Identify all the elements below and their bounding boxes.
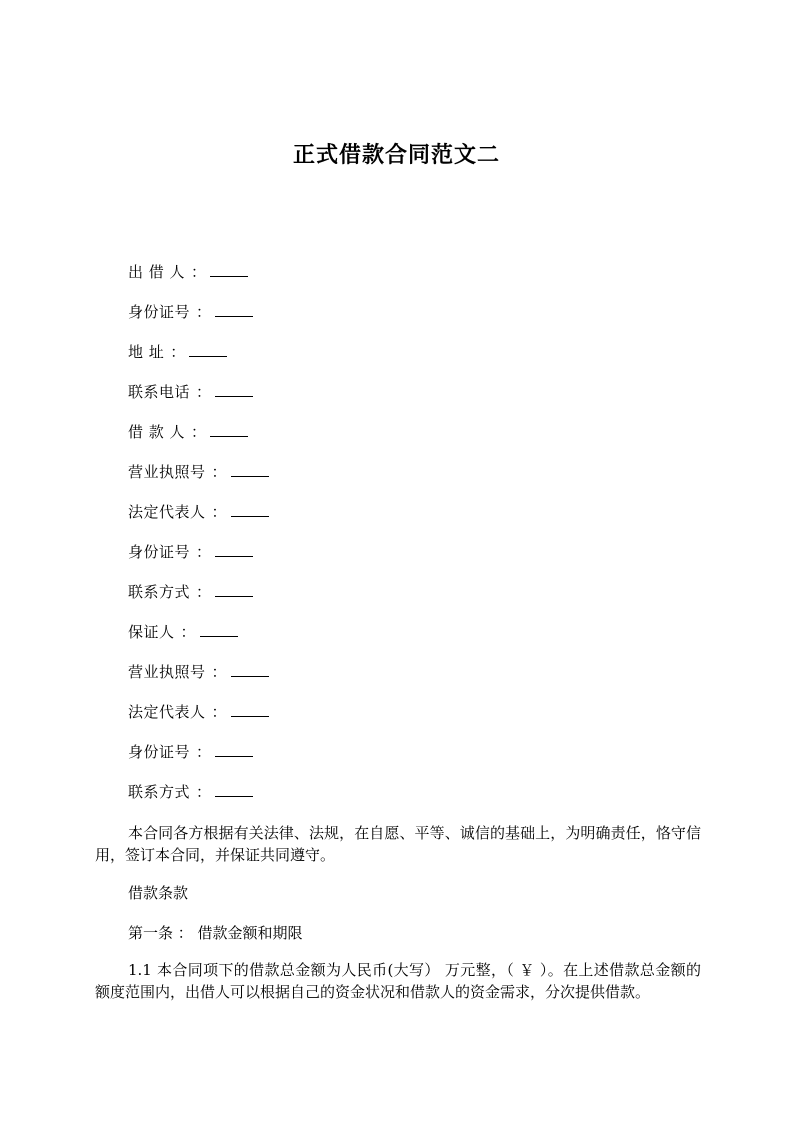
field-colon: ： [196, 303, 212, 321]
field-lender [128, 262, 269, 302]
field-colon: ： [191, 263, 207, 281]
field-borrower [128, 422, 269, 462]
field-colon: ： [170, 343, 186, 361]
field-colon: ： [191, 423, 207, 441]
field-label: 身份证号 [128, 743, 191, 761]
field-phone [128, 382, 269, 422]
fill-in-blank[interactable] [231, 502, 269, 517]
field-legal-rep [128, 502, 269, 542]
field-colon: ： [211, 703, 227, 721]
fill-in-blank[interactable] [210, 422, 248, 437]
field-guarantor [128, 622, 269, 662]
field-label: 联系方式 [128, 583, 191, 601]
field-guarantor-legal-rep [128, 702, 269, 742]
intro-paragraph: 本合同各方根据有关法律、法规，在自愿、平等、诚信的基础上，为明确责任，恪守信用，签订本合同，并保证共同遵守。 [95, 824, 701, 864]
fill-in-blank[interactable] [231, 702, 269, 717]
field-lender-id [128, 302, 269, 342]
field-colon: ： [211, 463, 227, 481]
field-label: 营业执照号 [128, 463, 206, 481]
fill-in-blank[interactable] [215, 542, 253, 557]
document-title: 正式借款合同范文二 [292, 143, 500, 168]
fill-in-blank[interactable] [215, 382, 253, 397]
fill-in-blank[interactable] [231, 462, 269, 477]
field-guarantor-id [128, 742, 269, 782]
field-colon: ： [196, 583, 212, 601]
field-label: 营业执照号 [128, 663, 206, 681]
clause-paragraph: 1.1 本合同项下的借款总金额为人民币(大写） 万元整，（ ￥ ）。在上述借款总金额的额度范围内，出借人可以根据自己的资金状况和借款人的资金需求，分次提供借款。 [95, 961, 701, 1001]
fill-in-blank[interactable] [215, 782, 253, 797]
field-label: 联系方式 [128, 783, 191, 801]
field-contact [128, 582, 269, 622]
field-colon: ： [196, 383, 212, 401]
field-guarantor-contact [128, 782, 269, 822]
fill-in-blank[interactable] [215, 302, 253, 317]
field-address [128, 342, 269, 382]
field-business-license [128, 462, 269, 502]
field-colon: ： [211, 663, 227, 681]
field-colon: ： [196, 783, 212, 801]
fill-in-blank[interactable] [231, 662, 269, 677]
field-label: 法定代表人 [128, 503, 206, 521]
section-heading: 借款条款 [128, 884, 189, 902]
field-guarantor-license [128, 662, 269, 702]
field-colon: ： [180, 623, 196, 641]
field-label: 联系电话 [128, 383, 191, 401]
field-label: 保证人 [128, 623, 175, 641]
field-colon: ： [196, 743, 212, 761]
party-fields [128, 262, 269, 822]
field-colon: ： [196, 543, 212, 561]
field-label: 法定代表人 [128, 703, 206, 721]
fill-in-blank[interactable] [210, 262, 248, 277]
field-label: 借 款 人 [128, 423, 186, 441]
field-borrower-id [128, 542, 269, 582]
fill-in-blank[interactable] [200, 622, 238, 637]
fill-in-blank[interactable] [215, 582, 253, 597]
field-label: 身份证号 [128, 303, 191, 321]
fill-in-blank[interactable] [215, 742, 253, 757]
field-label: 地 址 [128, 343, 165, 361]
fill-in-blank[interactable] [189, 342, 227, 357]
field-label: 身份证号 [128, 543, 191, 561]
field-label: 出 借 人 [128, 263, 186, 281]
field-colon: ： [211, 503, 227, 521]
article-heading: 第一条 ： 借款金额和期限 [128, 924, 303, 942]
